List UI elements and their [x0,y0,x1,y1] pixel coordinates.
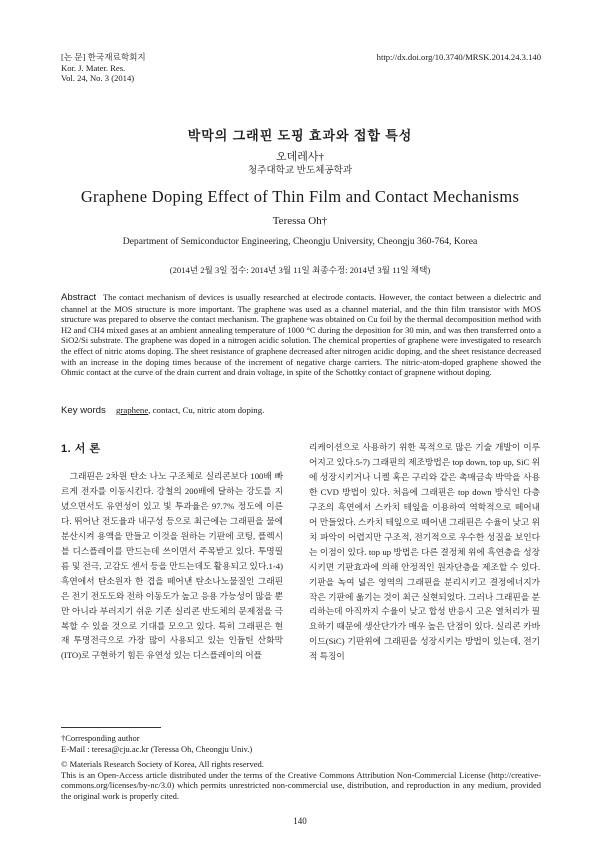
keywords [61,405,541,416]
doi-link[interactable]: http://dx.doi.org/10.3740/MRSK.2014.24.3.140 [376,52,541,62]
body-column-right: 리케이션으로 사용하기 위한 목적으로 많은 기술 개발이 이루어지고 있다.5-7) 그래핀의 제조방법은 top down, top up, SiC 위에 성장시키거나 니켈 혹은 구리와 같은 촉매금속 박막을 사용한 CVD 방법이 있다. 처음에 그래핀은 top down 방식인 다층 구조의 흑연에서 스카치 테잎을 이용하여 역학적으로 떼어내어 만들었다. 스카치 테잎으로 떼어낸 그래핀은 수율이 낮고 위치 파악이 어렵지만 구조적, 전기적으로 우수한 성질을 보인다는 이점이 있다. top up 방법은 다른 결정체 위에 흑연층을 성장시키면 기판효과에 의해 안정적인 원자단층을 제조할 수 있다. 기판을 녹여 넓은 영역의 그래핀을 분리시키고 결정에너지가 작은 기판에 옮기는 것이 최근 실현되었다. 그러나 그래핀을 분리하는데 아직까지 수율이 낮고 합성 반응시 고온 열처리가 필요하기 때문에 생산단가가 매우 높은 단점이 있다. 실리콘 카바이드(SiC) 기판위에 그래핀을 성장시키는 방법이 있는데, 전기적 특징이 [309,442,540,662]
section-heading: 1. 서 론 [61,443,101,455]
keywords-rest: , contact, Cu, nitric atom doping. [148,405,265,415]
author-en: Teressa Oh† [272,215,328,227]
page-number: 140 [293,816,307,826]
keywords-label: Key words [61,405,106,416]
copyright: © Materials Research Society of Korea, All rights reserved. [61,759,264,769]
title-en: Graphene Doping Effect of Thin Film and Contact Mechanisms [80,187,520,206]
license-text: This is an Open-Access article distributed under the terms of the Creative Commons Attribution Non-Commercial License (http://creative-commons.org/licenses/by-nc/3.0) which permits unrestricted non-commercial use, distribution, and reproduction in any medium, provided the original work is properly cited. [61,769,541,801]
body-column-left: 그래핀은 2차원 탄소 나노 구조체로 실리콘보다 100배 빠르게 전자를 이동시킨다. 강철의 200배에 달하는 강도를 지녔으면서도 유연성이 있고 빛 투과율은 97.7% 정도에 이른다. 뛰어난 전도율과 내구성 등으로 최근에는 그래핀을 물에 분산시켜 용액을 만들고 이것을 원하는 기판에 코팅, 플렉시블 디스플레이를 만드는데 쓰이면서 주목받고 있다. 투명필름 및 전극, 고감도 센서 등을 만드는데도 활용되고 있다.1-4) 흑연에서 탄소원자 한 겹을 떼어낸 탄소나노물질인 그래핀은 전기 전도도와 전하 이동도가 높고 응용 가능성이 많을 뿐만 아니라 부러지기 쉬운 기존 실리콘 반도체의 문제점을 극복할 수 있을 것으로 기대를 모으고 있다. 특히 그래핀은 현재 투명전극으로 가장 많이 사용되고 있는 인듐틴 산화막(ITO)로 구현하기 힘든 유연성 있는 디스플레이의 어플 [61,471,283,661]
affiliation-en: Department of Semiconductor Engineering, Cheongju University, Cheongju 360-764, Korea [122,236,478,247]
footnote [61,733,541,801]
corresponding-author: †Corresponding author [61,733,140,743]
journal-header [61,52,146,84]
title-ko: 박막의 그래핀 도핑 효과와 접합 특성 [187,128,413,143]
received-dates: (2014년 2월 3일 접수: 2014년 3월 11일 최종수정: 2014년 3월 11일 채택) [169,265,431,275]
affiliation-ko: 청주대학교 반도체공학과 [247,165,353,176]
abstract-text: The contact mechanism of devices is usually researched at electrode contacts. However, the contact between a dielectric and channel at the MOS structure is more important. The graphene was used as a channel material, and the thin film transistor with MOS structure was prepared to observe the contact mechanism. The graphene was obtained on Cu foil by the thermal decomposition method with H2 and CH4 mixed gases at an ambient annealing temperature of 1000 °C during the deposition for 30 min, and was then transferred onto a SiO2/Si substrate. The graphene was doped in a nitrogen acidic solution. The chemical properties of graphene were investigated to research the effect of nitric atoms doping. The sheet resistance of graphene decreased after nitrogen acidic doping, and the sheet resistance decreased with an increase in the doping times because of the increment of negative charge carriers. The nitric-atom-doped graphene showed the Ohmic contact at the curve of the drain current and drain voltage, in spite of the Schottky contact of grapnene without doping. [61,292,541,378]
keyword-first: graphene [116,405,149,415]
journal-volume: Vol. 24, No. 3 (2014) [61,73,135,83]
abstract-label: Abstract [61,292,97,303]
journal-name-en: Kor. J. Mater. Res. [61,62,126,73]
author-email: E-Mail : teresa@cju.ac.kr (Teressa Oh, Cheongju Univ.) [61,743,253,754]
journal-name-ko: [논 문] 한국재료학회지 [61,52,146,62]
abstract [61,292,541,378]
author-ko: 오데레사† [275,151,324,163]
footnote-rule [61,727,161,728]
